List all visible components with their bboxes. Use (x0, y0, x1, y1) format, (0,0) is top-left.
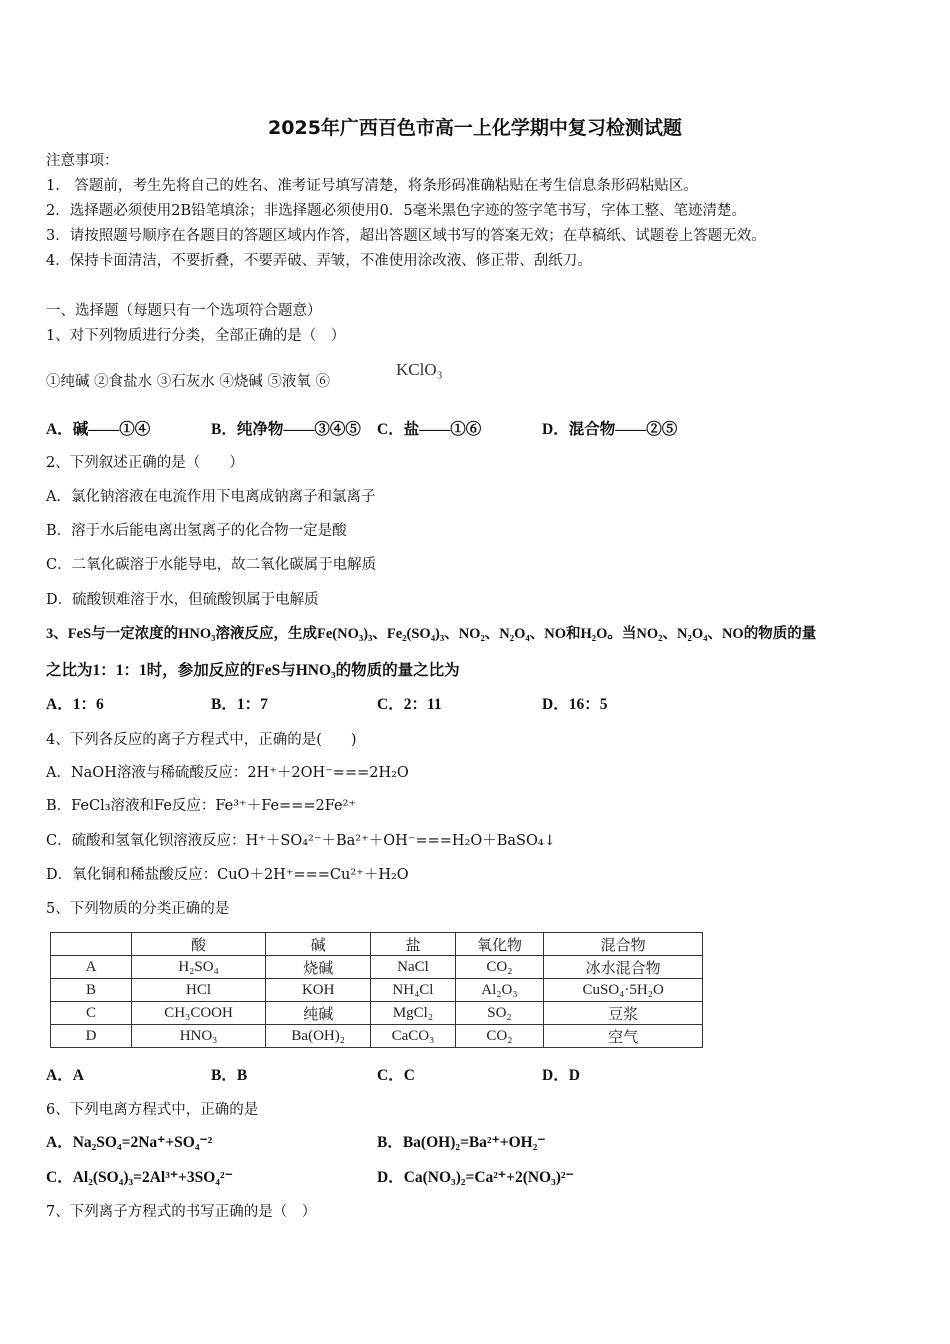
question-4-stem: 4、下列各反应的离子方程式中，正确的是( ) (46, 732, 357, 748)
option-b: B．Ba(OH)₂=Ba²⁺+OH₂⁻ (377, 1134, 546, 1151)
option-b: B．FeCl₃溶液和Fe反应：Fe³⁺＋Fe===2Fe²⁺ (46, 798, 357, 814)
notice-item: 2．选择题必须使用2B铅笔填涂；非选择题必须使用0．5毫米黑色字迹的签字笔书写，字体工整、笔迹清楚。 (46, 203, 747, 219)
question-3-stem: 3、FeS与一定浓度的HNO₃溶液反应，生成Fe(NO₃)₃、Fe₂(SO₄)₃、NO₂、N₂O₄、NO和H₂O。当NO₂、N₂O₄、NO的物质的量 (46, 626, 817, 642)
cell: MgCl₂ (371, 1002, 455, 1025)
option-d: D．硫酸钡难溶于水，但硫酸钡属于电解质 (46, 592, 319, 608)
cell: CO₂ (455, 956, 544, 979)
question-1-stem: 1、对下列物质进行分类，全部正确的是（ ） (46, 328, 346, 344)
cell: 纯碱 (266, 1002, 371, 1025)
option-b: B．溶于水后能电离出氢离子的化合物一定是酸 (46, 523, 347, 539)
cell: CuSO₄·5H₂O (544, 979, 703, 1002)
cell: D (51, 1025, 132, 1048)
question-2-stem: 2、下列叙述正确的是（ ） (46, 455, 244, 471)
header-cell: 碱 (266, 933, 371, 956)
page-title: 2025年广西百色市高一上化学期中复习检测试题 (268, 117, 682, 139)
option-b: B．B (211, 1067, 248, 1084)
option-a: A．NaOH溶液与稀硫酸反应：2H⁺＋2OH⁻===2H₂O (46, 765, 409, 781)
cell: B (51, 979, 132, 1002)
cell: C (51, 1002, 132, 1025)
classification-table (50, 932, 703, 1048)
cell: Al₂O₃ (455, 979, 544, 1002)
question-6-stem: 6、下列电离方程式中，正确的是 (46, 1102, 259, 1118)
cell: Ba(OH)₂ (266, 1025, 371, 1048)
section-heading: 一、选择题（每题只有一个选项符合题意） (46, 303, 322, 319)
header-cell: 混合物 (544, 933, 703, 956)
header-cell: 盐 (371, 933, 455, 956)
option-d: D．混合物——②⑤ (542, 421, 678, 438)
cell: NaCl (371, 956, 455, 979)
cell: KOH (266, 979, 371, 1002)
kclo3-formula: KClO₃ (396, 360, 443, 379)
option-b: B．1：7 (211, 696, 268, 713)
cell: CH₃COOH (132, 1002, 266, 1025)
question-3-stem-cont: 之比为1：1：1时，参加反应的FeS与HNO₃的物质的量之比为 (46, 662, 460, 679)
option-c: C．Al₂(SO₄)₃=2Al³⁺+3SO₄²⁻ (46, 1169, 233, 1186)
cell: NH₄Cl (371, 979, 455, 1002)
notice-item: 4．保持卡面清洁，不要折叠，不要弄破、弄皱，不准使用涂改液、修正带、刮纸刀。 (46, 253, 592, 269)
notice-heading: 注意事项： (46, 153, 119, 169)
cell: A (51, 956, 132, 979)
option-a: A．碱——①④ (46, 421, 151, 438)
table-header-row (51, 933, 703, 956)
question-5-stem: 5、下列物质的分类正确的是 (46, 901, 230, 917)
header-cell: 酸 (132, 933, 266, 956)
option-c: C．C (377, 1067, 415, 1084)
cell: H₂SO₄ (132, 956, 266, 979)
table-row (51, 1025, 703, 1048)
option-c: C．二氧化碳溶于水能导电，故二氧化碳属于电解质 (46, 557, 377, 573)
option-c: C．盐——①⑥ (377, 421, 482, 438)
notice-item: 3．请按照题号顺序在各题目的答题区域内作答，超出答题区域书写的答案无效；在草稿纸、试题卷上答题无效。 (46, 228, 766, 244)
question-1-items: ①纯碱 ②食盐水 ③石灰水 ④烧碱 ⑤液氧 ⑥ (46, 374, 331, 390)
cell: HCl (132, 979, 266, 1002)
table-row (51, 956, 703, 979)
cell: SO₂ (455, 1002, 544, 1025)
table-row (51, 1002, 703, 1025)
cell: 豆浆 (544, 1002, 703, 1025)
header-cell (51, 933, 132, 956)
option-d: D．Ca(NO₃)₂=Ca²⁺+2(NO₃)²⁻ (377, 1169, 574, 1186)
option-a: A．A (46, 1067, 84, 1084)
option-c: C．硫酸和氢氧化钡溶液反应：H⁺＋SO₄²⁻＋Ba²⁺＋OH⁻===H₂O＋BaSO₄↓ (46, 833, 556, 849)
option-a: A．1：6 (46, 696, 104, 713)
cell: CO₂ (455, 1025, 544, 1048)
option-d: D．D (542, 1067, 580, 1084)
question-7-stem: 7、下列离子方程式的书写正确的是（ ） (46, 1204, 317, 1220)
option-d: D．16：5 (542, 696, 608, 713)
cell: CaCO₃ (371, 1025, 455, 1048)
cell: HNO₃ (132, 1025, 266, 1048)
option-c: C．2：11 (377, 696, 442, 713)
option-b: B．纯净物——③④⑤ (211, 421, 361, 438)
header-cell: 氧化物 (455, 933, 544, 956)
cell: 冰水混合物 (544, 956, 703, 979)
table-row (51, 979, 703, 1002)
option-a: A．氯化钠溶液在电流作用下电离成钠离子和氯离子 (46, 489, 376, 505)
cell: 空气 (544, 1025, 703, 1048)
option-a: A．Na₂SO₄=2Na⁺+SO₄⁻² (46, 1134, 213, 1151)
cell: 烧碱 (266, 956, 371, 979)
notice-item: 1. 答题前，考生先将自己的姓名、准考证号填写清楚，将条形码准确粘贴在考生信息条形码粘贴区。 (46, 178, 698, 194)
option-d: D．氧化铜和稀盐酸反应：CuO＋2H⁺===Cu²⁺＋H₂O (46, 867, 409, 883)
